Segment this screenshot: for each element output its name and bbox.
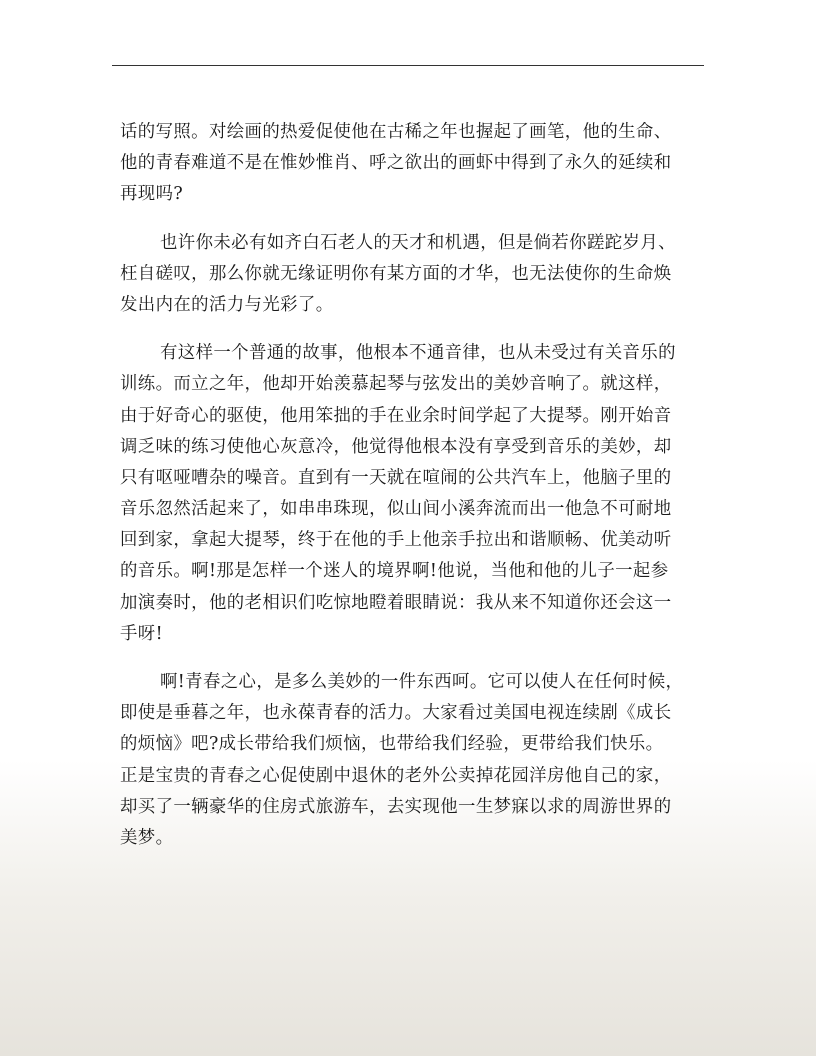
text-line: 的烦恼》吧?成长带给我们烦恼，也带给我们经验，更带给我们快乐。 xyxy=(120,734,664,755)
paragraph-2 xyxy=(120,228,704,322)
header-rule xyxy=(112,65,704,66)
text-line: 发出内在的活力与光彩了。 xyxy=(120,294,334,315)
text-line: 有这样一个普通的故事，他根本不通音律，也从未受过有关音乐的 xyxy=(160,343,676,364)
text-line: 加演奏时，他的老相识们吃惊地瞪着眼睛说：我从来不知道你还会这一 xyxy=(120,592,672,613)
text-line: 调乏味的练习使他心灰意冷，他觉得他根本没有享受到音乐的美妙，却 xyxy=(120,436,672,457)
text-line: 的音乐。啊!那是怎样一个迷人的境界啊!他说，当他和他的儿子一起参 xyxy=(120,561,669,582)
text-line: 枉自磋叹，那么你就无缘证明你有某方面的才华，也无法使你的生命焕 xyxy=(120,263,672,284)
text-line: 却买了一辆豪华的住房式旅游车，去实现他一生梦寐以求的周游世界的 xyxy=(120,796,672,817)
text-line: 也许你未必有如齐白石老人的天才和机遇，但是倘若你蹉跎岁月、 xyxy=(160,232,676,253)
text-line: 由于好奇心的驱使，他用笨拙的手在业余时间学起了大提琴。刚开始音 xyxy=(120,405,672,426)
text-line: 即使是垂暮之年，也永葆青春的活力。大家看过美国电视连续剧《成长 xyxy=(120,703,672,724)
text-line: 手呀! xyxy=(120,623,163,644)
text-line: 再现吗? xyxy=(120,184,184,205)
text-line: 美梦。 xyxy=(120,827,174,848)
text-line: 回到家，拿起大提琴，终于在他的手上他亲手拉出和谐顺畅、优美动听 xyxy=(120,530,672,551)
paragraph-1 xyxy=(120,117,704,211)
text-line: 啊!青春之心，是多么美妙的一件东西呵。它可以使人在任何时候， xyxy=(160,672,684,692)
text-line: 话的写照。对绘画的热爱促使他在古稀之年也握起了画笔，他的生命、 xyxy=(120,122,672,142)
document-body xyxy=(120,117,704,871)
text-line: 音乐忽然活起来了，如串串珠现，似山间小溪奔流而出一他急不可耐地 xyxy=(120,499,672,520)
text-line: 训练。而立之年，他却开始羡慕起琴与弦发出的美妙音响了。就这样， xyxy=(120,374,672,395)
text-line: 正是宝贵的青春之心促使剧中退休的老外公卖掉花园洋房他自己的家， xyxy=(120,765,672,786)
paragraph-3 xyxy=(120,338,704,650)
text-line: 只有呕哑嘈杂的噪音。直到有一天就在喧闹的公共汽车上，他脑子里的 xyxy=(120,467,672,488)
paragraph-4 xyxy=(120,667,704,854)
text-line: 他的青春难道不是在惟妙惟肖、呼之欲出的画虾中得到了永久的延续和 xyxy=(120,153,672,174)
